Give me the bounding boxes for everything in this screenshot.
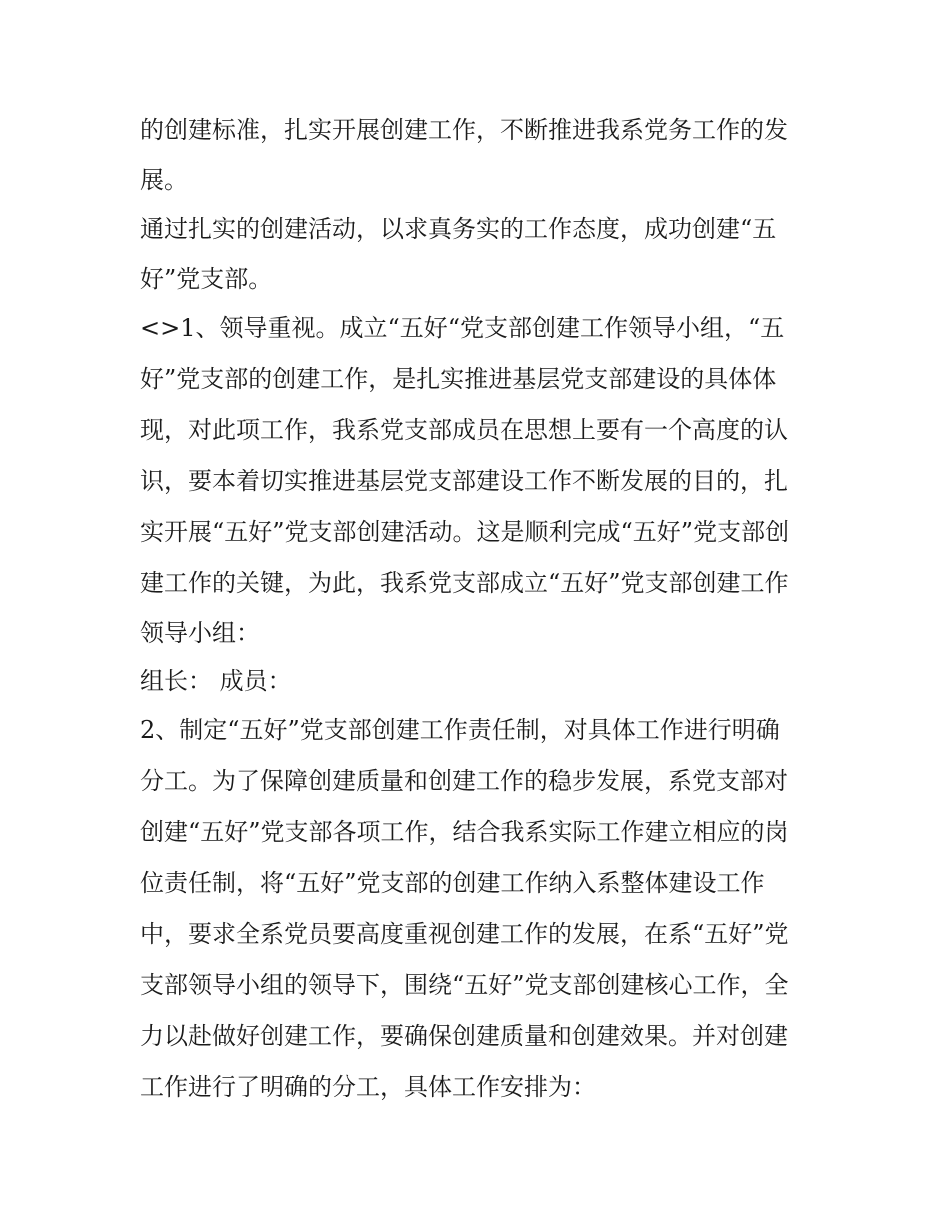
text-line: 好”党支部的创建工作，是扎实推进基层党支部建设的具体体 [140,365,777,393]
text-line: 实开展“五好”党支部创建活动。这是顺利完成“五好”党支部创 [140,518,790,546]
text-line: 展。 [140,166,188,194]
text-line: 支部领导小组的领导下，围绕“五好”党支部创建核心工作，全 [140,971,789,999]
text-line: 好”党支部。 [140,265,273,293]
text-line: 识，要本着切实推进基层党支部建设工作不断发展的目的，扎 [140,467,788,495]
text-line: 现，对此项工作，我系党支部成员在思想上要有一个高度的认 [140,416,788,444]
document-body [140,105,820,1113]
text-line: 中，要求全系党员要高度重视创建工作的发展，在系“五好”党 [140,920,789,948]
text-line: 通过扎实的创建活动，以求真务实的工作态度，成功创建“五 [140,215,777,243]
text-line: 力以赴做好创建工作，要确保创建质量和创建效果。并对创建 [140,1022,788,1050]
text-line: <>1、领导重视。成立“五好“党支部创建工作领导小组，“五 [140,314,785,342]
text-line: 分工。为了保障创建质量和创建工作的稳步发展，系党支部对 [140,767,788,795]
text-line: 的创建标准，扎实开展创建工作，不断推进我系党务工作的发 [140,116,788,144]
text-line: 2、制定“五好”党支部创建工作责任制，对具体工作进行明确 [140,716,780,744]
text-line: 领导小组： [140,619,260,647]
text-line: 建工作的关键，为此，我系党支部成立“五好”党支部创建工作 [140,569,789,597]
text-line: 创建“五好”党支部各项工作，结合我系实际工作建立相应的岗 [140,818,789,846]
text-line: 位责任制，将“五好”党支部的创建工作纳入系整体建设工作 [140,869,765,897]
text-line: 组长： 成员： [140,667,292,695]
text-line: 工作进行了明确的分工，具体工作安排为： [140,1073,596,1101]
